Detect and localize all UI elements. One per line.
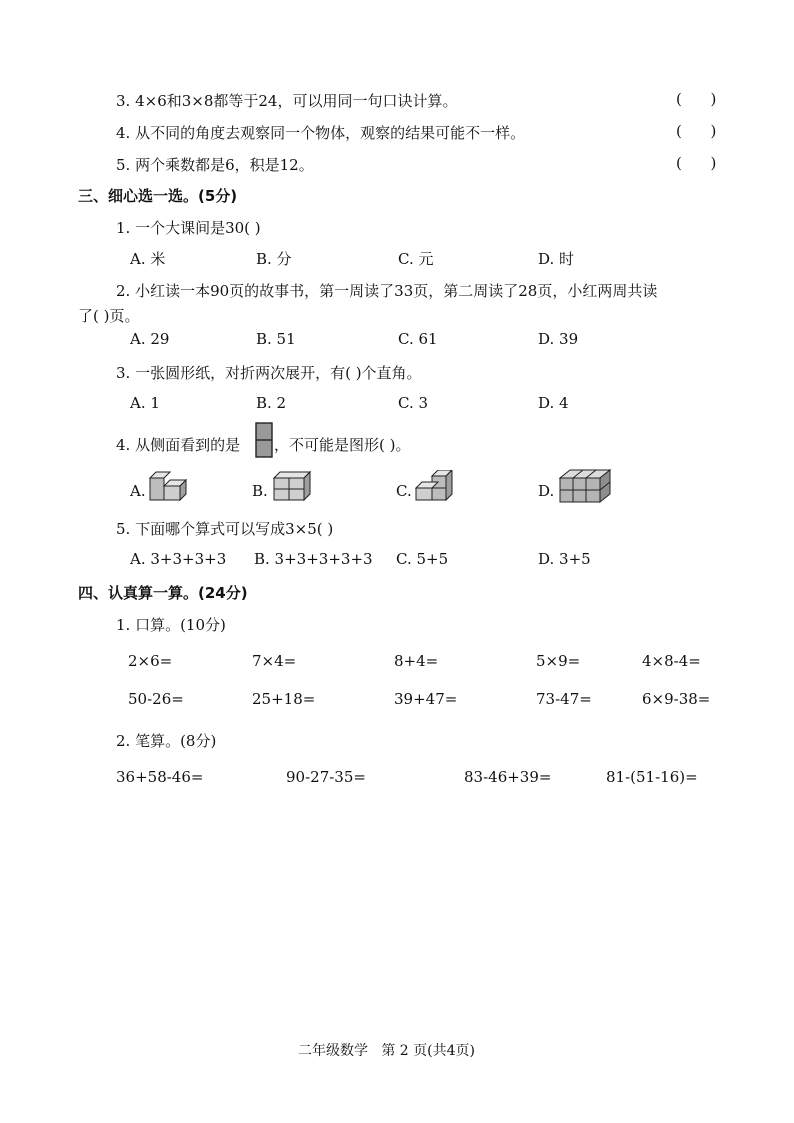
- oral-calc-title: 1. 口算。(10分): [116, 616, 226, 634]
- q4-option-a[interactable]: A.: [130, 482, 146, 500]
- judge-answer-blank-5[interactable]: ( ): [676, 154, 717, 172]
- q3-option-a[interactable]: A. 1: [130, 394, 160, 412]
- oral-problem[interactable]: 4×8-4=: [642, 652, 701, 670]
- q4-option-d[interactable]: D.: [538, 482, 555, 500]
- oral-problem[interactable]: 2×6=: [128, 652, 173, 670]
- q3-option-d[interactable]: D. 4: [538, 394, 569, 412]
- q3-option-b[interactable]: B. 2: [256, 394, 287, 412]
- oral-problem[interactable]: 50-26=: [128, 690, 184, 708]
- q5-option-a[interactable]: A. 3+3+3+3: [130, 550, 227, 568]
- q2-option-d[interactable]: D. 39: [538, 330, 579, 348]
- section-4-title: 四、认真算一算。(24分): [78, 584, 248, 602]
- q2-option-c[interactable]: C. 61: [398, 330, 438, 348]
- page-footer: 二年级数学 第 2 页(共4页): [298, 1043, 475, 1059]
- oral-problem[interactable]: 73-47=: [536, 690, 592, 708]
- q5-option-d[interactable]: D. 3+5: [538, 550, 591, 568]
- q2-option-a[interactable]: A. 29: [130, 330, 170, 348]
- oral-problem[interactable]: 6×9-38=: [642, 690, 711, 708]
- judge-item-4: 4. 从不同的角度去观察同一个物体，观察的结果可能不一样。: [116, 124, 526, 142]
- q3-stem: 3. 一张圆形纸，对折两次展开，有( )个直角。: [116, 364, 422, 382]
- judge-answer-blank-3[interactable]: ( ): [676, 90, 717, 108]
- cube-figure-b: [272, 470, 312, 502]
- written-problem[interactable]: 90-27-35=: [286, 768, 366, 786]
- judge-item-3: 3. 4×6和3×8都等于24，可以用同一句口诀计算。: [116, 92, 458, 110]
- q1-option-c[interactable]: C. 元: [398, 250, 434, 268]
- q4-stem-b: ，不可能是图形( )。: [274, 436, 411, 454]
- q5-option-b[interactable]: B. 3+3+3+3+3: [254, 550, 373, 568]
- oral-problem[interactable]: 7×4=: [252, 652, 297, 670]
- q2-stem-cont: 了( )页。: [78, 307, 140, 325]
- cube-figure-d: [558, 468, 612, 504]
- written-calc-title: 2. 笔算。(8分): [116, 732, 217, 750]
- oral-problem[interactable]: 39+47=: [394, 690, 458, 708]
- q5-option-c[interactable]: C. 5+5: [396, 550, 449, 568]
- oral-problem[interactable]: 8+4=: [394, 652, 439, 670]
- q1-option-a[interactable]: A. 米: [130, 250, 166, 268]
- q2-stem: 2. 小红读一本90页的故事书，第一周读了33页，第二周读了28页，小红两周共读: [116, 282, 658, 300]
- judge-item-5: 5. 两个乘数都是6，积是12。: [116, 156, 314, 174]
- q5-stem: 5. 下面哪个算式可以写成3×5( ): [116, 520, 334, 538]
- written-problem[interactable]: 83-46+39=: [464, 768, 552, 786]
- q4-stem-a: 4. 从侧面看到的是: [116, 436, 241, 454]
- q4-option-b[interactable]: B.: [252, 482, 268, 500]
- q1-option-d[interactable]: D. 时: [538, 250, 575, 268]
- cube-figure-a: [148, 470, 188, 502]
- q3-option-c[interactable]: C. 3: [398, 394, 429, 412]
- section-3-title: 三、细心选一选。(5分): [78, 187, 238, 205]
- q1-option-b[interactable]: B. 分: [256, 250, 292, 268]
- cube-figure-c: [414, 470, 454, 502]
- written-problem[interactable]: 36+58-46=: [116, 768, 204, 786]
- side-view-figure: [255, 422, 273, 462]
- q2-option-b[interactable]: B. 51: [256, 330, 296, 348]
- q4-option-c[interactable]: C.: [396, 482, 412, 500]
- q1-stem: 1. 一个大课间是30( ): [116, 219, 261, 237]
- written-problem[interactable]: 81-(51-16)=: [606, 768, 698, 786]
- oral-problem[interactable]: 5×9=: [536, 652, 581, 670]
- judge-answer-blank-4[interactable]: ( ): [676, 122, 717, 140]
- oral-problem[interactable]: 25+18=: [252, 690, 316, 708]
